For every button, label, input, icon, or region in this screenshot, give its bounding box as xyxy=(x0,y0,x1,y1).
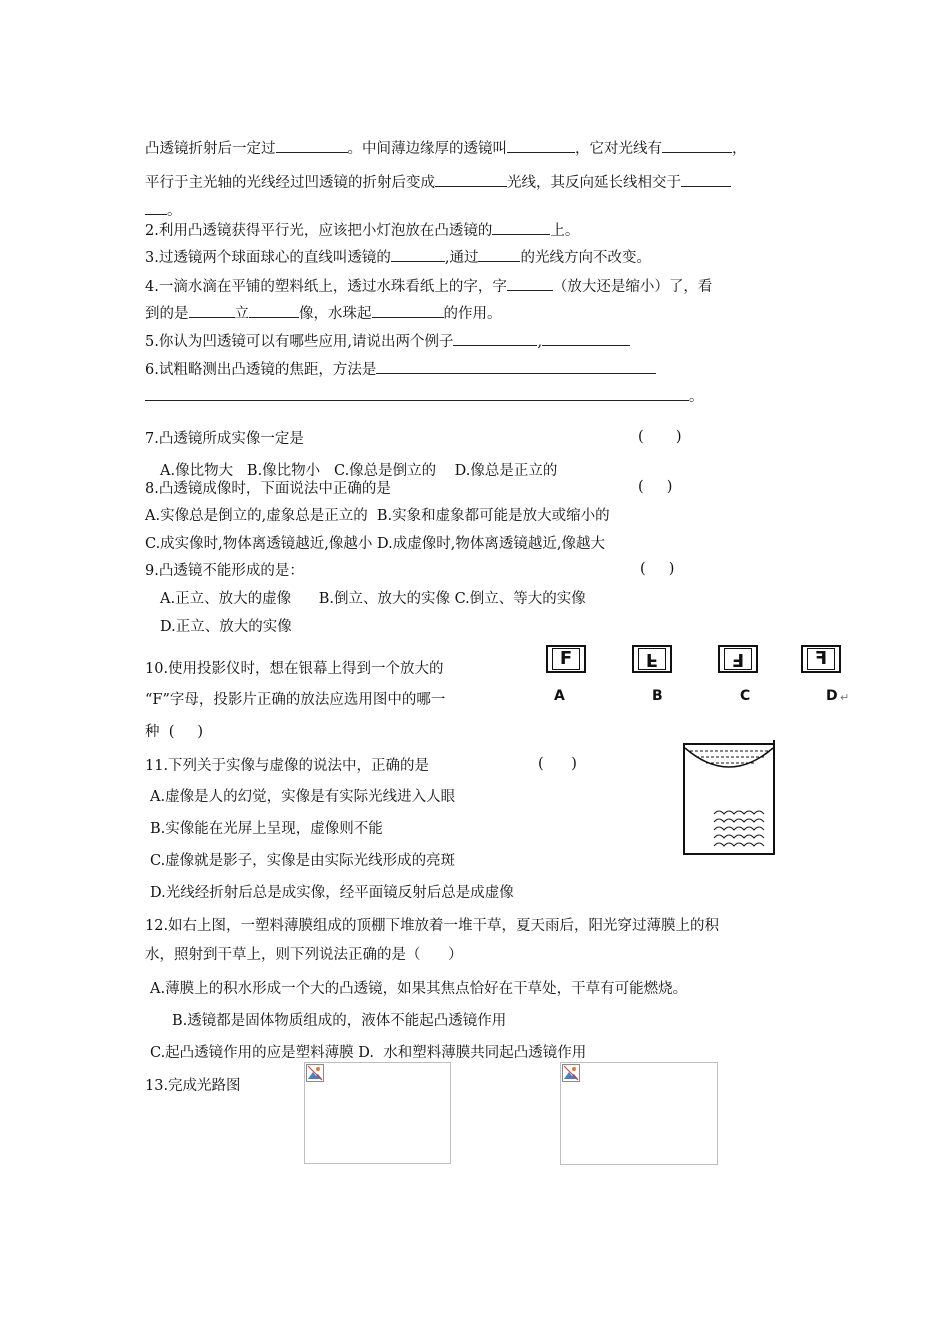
question-9-option-d: D.正立、放大的实像 xyxy=(160,619,292,635)
blank xyxy=(376,359,656,374)
blank xyxy=(478,247,520,262)
question-6: 6.试粗略测出凸透镜的焦距，方法是 xyxy=(145,359,656,380)
question-12-option-a: A.薄膜上的积水形成一个大的凸透镜，如果其焦点恰好在干草处，干草有可能燃烧。 xyxy=(150,981,688,997)
light-path-figure-1 xyxy=(304,1062,451,1164)
blank xyxy=(145,386,689,401)
question-10-line2: “F”字母，投影片正确的放法应选用图中的哪一 xyxy=(145,692,446,708)
question-11-option-b: B.实像能在光屏上呈现，虚像则不能 xyxy=(150,821,383,837)
blank xyxy=(391,247,445,262)
question-12-line2: 水，照射到干草上，则下列说法正确的是（ ） xyxy=(145,947,463,963)
q1-line1: 凸透镜折射后一定过 。中间薄边缘厚的透镜叫 ，它对光线有 ， xyxy=(145,138,747,159)
question-7-options: A.像比物大 B.像比物小 C.像总是倒立的 D.像总是正立的 xyxy=(160,463,558,479)
blank xyxy=(681,172,731,187)
question-10-line3: 种 ( ) xyxy=(145,724,204,740)
answer-paren: ( ) xyxy=(638,429,682,445)
f-figure-c: F xyxy=(718,645,758,673)
question-9: 9.凸透镜不能形成的是： xyxy=(145,563,304,579)
question-6-line2: 。 xyxy=(145,386,704,407)
question-10-line1: 10.使用投影仪时，想在银幕上得到一个放大的 xyxy=(145,661,444,677)
question-2: 2.利用凸透镜获得平行光，应该把小灯泡放在凸透镜的 上。 xyxy=(145,220,579,241)
question-8-options-ab: A.实像总是倒立的,虚象总是正立的 B.实象和虚象都可能是放大或缩小的 xyxy=(145,508,610,524)
q1-line3: 。 xyxy=(145,200,182,221)
blank xyxy=(492,220,550,235)
blank xyxy=(145,200,167,215)
f-label-c: C xyxy=(740,688,751,704)
question-11: 11.下列关于实像与虚像的说法中，正确的是 xyxy=(145,758,430,774)
question-8-options-cd: C.成实像时,物体离透镜越近,像越小 D.成虚像时,物体离透镜越近,像越大 xyxy=(145,536,605,552)
blank xyxy=(276,138,348,153)
blank xyxy=(453,331,537,346)
f-label-b: B xyxy=(652,688,663,704)
question-5: 5.你认为凹透镜可以有哪些应用,请说出两个例子 , xyxy=(145,331,630,352)
blank xyxy=(249,303,299,318)
question-3: 3.过透镜两个球面球心的直线叫透镜的 ,通过 的光线方向不改变。 xyxy=(145,247,651,268)
question-12-option-b: B.透镜都是固体物质组成的，液体不能起凸透镜作用 xyxy=(172,1013,507,1029)
blank xyxy=(662,138,732,153)
question-12-line1: 12.如右上图，一塑料薄膜组成的顶棚下堆放着一堆干草，夏天雨后，阳光穿过薄膜上的积 xyxy=(145,918,720,934)
blank xyxy=(435,172,507,187)
hay-shed-diagram xyxy=(682,738,778,858)
question-9-options-abc: A.正立、放大的虚像 B.倒立、放大的实像 C.倒立、等大的实像 xyxy=(160,591,586,607)
f-label-d: D xyxy=(826,688,838,704)
question-4-line2: 到的是 立 像，水珠起 的作用。 xyxy=(145,303,502,324)
answer-paren: ( ) xyxy=(640,561,675,577)
question-11-option-c: C.虚像就是影子，实像是由实际光线形成的亮斑 xyxy=(150,853,456,869)
return-icon: ↵ xyxy=(840,691,850,704)
question-11-option-d: D.光线经折射后总是成实像，经平面镜反射后总是成虚像 xyxy=(150,885,514,901)
f-label-a: A xyxy=(554,688,565,704)
f-figure-b: F xyxy=(632,645,672,673)
question-12-options-cd: C.起凸透镜作用的应是塑料薄膜 D. 水和塑料薄膜共同起凸透镜作用 xyxy=(150,1045,587,1061)
broken-image-icon xyxy=(562,1064,580,1082)
f-figure-d: F xyxy=(801,645,841,673)
f-figure-a: F xyxy=(546,645,586,673)
answer-paren: ( ) xyxy=(638,479,673,495)
blank xyxy=(507,138,575,153)
q1-line2: 平行于主光轴的光线经过凹透镜的折射后变成 光线，其反向延长线相交于 xyxy=(145,172,731,193)
broken-image-icon xyxy=(306,1064,324,1082)
question-4-line1: 4.一滴水滴在平铺的塑料纸上，透过水珠看纸上的字，字 （放大还是缩小）了，看 xyxy=(145,276,712,297)
question-7: 7.凸透镜所成实像一定是 xyxy=(145,431,304,447)
question-8: 8.凸透镜成像时，下面说法中正确的是 xyxy=(145,481,391,497)
blank xyxy=(189,303,235,318)
blank xyxy=(507,276,553,291)
question-11-option-a: A.虚像是人的幻觉，实像是有实际光线进入人眼 xyxy=(150,789,456,805)
blank xyxy=(372,303,444,318)
question-13: 13.完成光路图 xyxy=(145,1078,241,1094)
light-path-figure-2 xyxy=(560,1062,718,1165)
blank xyxy=(542,331,630,346)
answer-paren: ( ) xyxy=(538,756,577,772)
